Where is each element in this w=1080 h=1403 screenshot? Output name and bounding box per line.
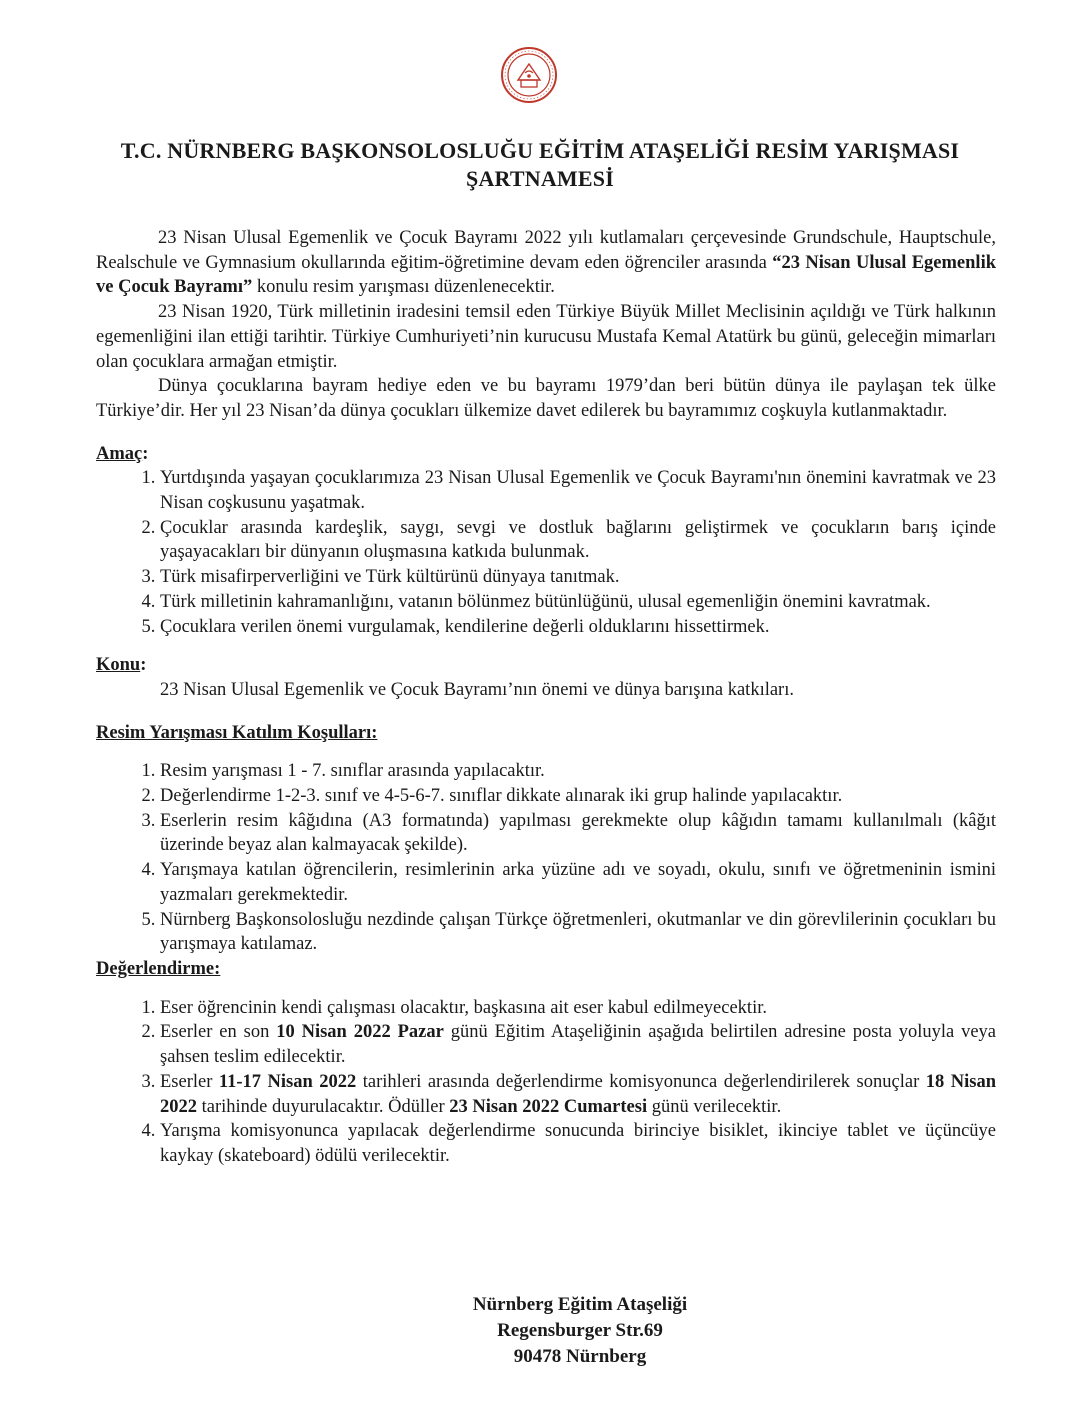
section-heading-kosullar: [96, 721, 996, 746]
intro-paragraph-1: [96, 226, 996, 300]
signature-line-1: Nürnberg Eğitim Ataşeliği: [472, 1294, 688, 1315]
intro-p1-text: 23 Nisan Ulusal Egemenlik ve Çocuk Bayramı 2022 yılı kutlamaları çerçevesinde Grundschule, Hauptschule, Realschule ve Gymnasium okullarında eğitim-öğretimine devam eden öğrenciler arasında: [96, 228, 996, 273]
item3-bold-3: 23 Nisan 2022 Cumartesi: [449, 1096, 648, 1117]
item3-text: Eserler: [160, 1071, 219, 1092]
amac-heading-text: Amaç: [96, 443, 143, 464]
list-item: 3. Eserlerin resim kâğıdına (A3 formatında) yapılması gerekmekte olup kâğıdın tamamı kullanılmalı (kâğıt üzerinde beyaz alan kalmayacak şekilde).: [160, 809, 996, 858]
intro-paragraph-3: Dünya çocuklarına bayram hediye eden ve bu bayramı 1979’dan beri bütün dünya ile paylaşan tek ülke Türkiye’dir. Her yıl 23 Nisan’da dünya çocukları ülkemize davet edilerek bu bayramımız coşkuyla kutlanmaktadır.: [96, 376, 996, 421]
document-body: [96, 226, 996, 1169]
list-item: 5. Çocuklara verilen önemi vurgulamak, kendilerine değerli olduklarını hissettirmek.: [160, 615, 996, 640]
kosullar-heading-text: Resim Yarışması Katılım Koşulları:: [96, 722, 378, 743]
item3-text-end: günü verilecektir.: [647, 1096, 782, 1117]
konu-text: 23 Nisan Ulusal Egemenlik ve Çocuk Bayramı’nın önemi ve dünya barışına katkıları.: [160, 679, 794, 700]
konu-heading-text: Konu: [96, 655, 141, 676]
list-item: 5. Nürnberg Başkonsolosluğu nezdinde çalışan Türkçe öğretmenleri, okutmanlar ve din görevlilerinin çocukları bu yarışmaya katılamaz.: [160, 908, 996, 957]
list-item: 1. Resim yarışması 1 - 7. sınıflar arasında yapılacaktır.: [160, 759, 996, 784]
list-item: 4. Yarışmaya katılan öğrencilerin, resimlerinin arka yüzüne adı ve soyadı, okulu, sınıfı ve öğretmeninin ismini yazmaları gerekmektedir.: [160, 858, 996, 907]
signature-line-3: 90478 Nürnberg: [513, 1346, 647, 1367]
degerlendirme-heading-text: Değerlendirme:: [96, 958, 221, 979]
ministry-emblem-icon: [500, 46, 558, 104]
list-item: [160, 1020, 996, 1069]
section-heading-konu: Konu:: [96, 655, 147, 676]
title-line-2: ŞARTNAMESİ: [466, 166, 614, 191]
intro-p1-bold: “23 Nisan Ulusal Egemenlik ve Çocuk Bayramı”: [96, 252, 996, 298]
title-line-1: T.C. NÜRNBERG BAŞKONSOLOSLUĞU EĞİTİM ATAŞELİĞİ RESİM YARIŞMASI: [120, 138, 960, 163]
signature-block: [380, 1292, 780, 1370]
item2-bold: 10 Nisan 2022 Pazar: [276, 1022, 444, 1043]
list-item: 4. Yarışma komisyonunca yapılacak değerlendirme sonucunda birinciye bisiklet, ikinciye tablet ve üçüncüye kaykay (skateboard) ödülü verilecektir.: [160, 1119, 996, 1168]
item3-text-2: tarihleri arasında değerlendirme komisyonunca değerlendirilerek sonuçlar: [356, 1071, 926, 1092]
item3-bold-2: 18 Nisan 2022: [160, 1071, 996, 1117]
degerlendirme-list: [96, 996, 996, 1169]
item3-text-3: tarihinde duyurulacaktır. Ödüller: [197, 1096, 450, 1117]
list-item: 2. Değerlendirme 1-2-3. sınıf ve 4-5-6-7. sınıflar dikkate alınarak iki grup halinde yapılacaktır.: [160, 784, 996, 809]
list-item: 3. Türk misafirperverliğini ve Türk kültürünü dünyaya tanıtmak.: [160, 565, 996, 590]
list-item: [160, 1070, 996, 1119]
section-heading-degerlendirme: [96, 957, 996, 982]
document-title: [60, 137, 1020, 193]
list-item: 1. Eser öğrencinin kendi çalışması olacaktır, başkasına ait eser kabul edilmeyecektir.: [160, 996, 996, 1021]
list-item: 4. Türk milletinin kahramanlığını, vatanın bölünmez bütünlüğünü, ulusal egemenliğin önemini kavratmak.: [160, 590, 996, 615]
section-heading-amac: Amaç:: [96, 443, 149, 464]
item2-text-end: günü Eğitim Ataşeliğinin aşağıda belirtilen adresine posta yoluyla veya şahsen teslim edilecektir.: [160, 1022, 996, 1068]
list-item: 2. Çocuklar arasında kardeşlik, saygı, sevgi ve dostluk bağlarını geliştirmek ve çocukların barış içinde yaşayacakları bir dünyanın oluşmasına katkıda bulunmak.: [160, 516, 996, 565]
item2-text: Eserler en son: [160, 1022, 277, 1043]
intro-paragraph-2: 23 Nisan 1920, Türk milletinin iradesini temsil eden Türkiye Büyük Millet Meclisinin açıldığı ve Türk halkının egemenliğini ilan ettiği tarihtir. Türkiye Cumhuriyeti’nin kurucusu Mustafa Kemal Atatürk bu günü, geleceğin mimarları olan çocuklara armağan etmiştir.: [96, 302, 996, 372]
list-item: 1. Yurtdışında yaşayan çocuklarımıza 23 Nisan Ulusal Egemenlik ve Çocuk Bayramı'nın önemini kavratmak ve 23 Nisan coşkusunu yaşatmak.: [160, 466, 996, 515]
signature-line-2: Regensburger Str.69: [497, 1320, 663, 1341]
intro-p1-text-end: konulu resim yarışması düzenlenecektir.: [252, 277, 555, 298]
item3-bold-1: 11-17 Nisan 2022: [218, 1071, 357, 1092]
kosullar-list: [96, 759, 996, 957]
amac-list: [96, 466, 996, 639]
